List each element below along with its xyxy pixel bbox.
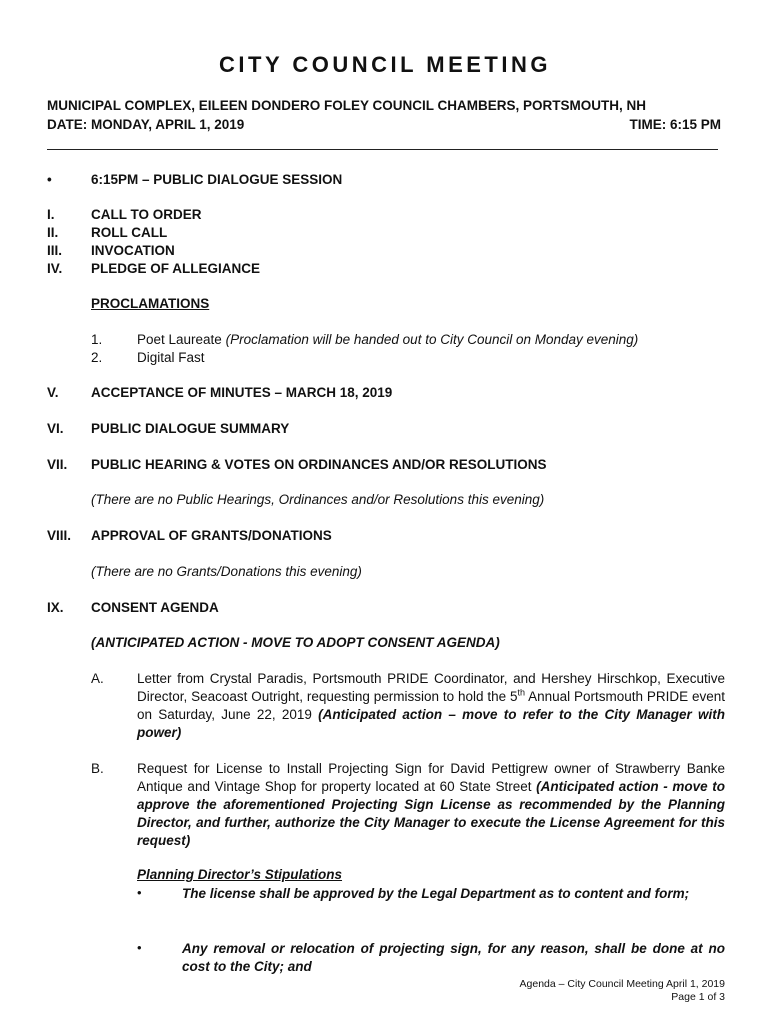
consent-item-letter: A. <box>91 671 104 686</box>
item-public-hearing: PUBLIC HEARING & VOTES ON ORDINANCES AND/OR RESOLUTIONS <box>91 457 547 472</box>
item-invocation: INVOCATION <box>91 243 175 258</box>
item-number: VIII. <box>47 528 72 543</box>
meeting-location: MUNICIPAL COMPLEX, EILEEN DONDERO FOLEY COUNCIL CHAMBERS, PORTSMOUTH, NH <box>47 98 647 113</box>
consent-item-a <box>137 670 725 742</box>
item-number: I. <box>47 207 55 222</box>
public-dialogue-session: 6:15PM – PUBLIC DIALOGUE SESSION <box>91 172 343 187</box>
proclamation-number: 1. <box>91 332 103 347</box>
public-dialogue-bullet: • <box>47 172 52 187</box>
stipulations-heading: Planning Director’s Stipulations <box>137 867 343 882</box>
meeting-date: DATE: MONDAY, APRIL 1, 2019 <box>47 117 245 132</box>
stipulation-item: Any removal or relocation of projecting sign, for any reason, shall be done at no cost to the City; and <box>182 941 725 974</box>
item-grants-donations: APPROVAL OF GRANTS/DONATIONS <box>91 528 332 543</box>
item-pledge: PLEDGE OF ALLEGIANCE <box>91 261 261 276</box>
consent-item-a-text-2: Annual Portsmouth PRIDE event on Saturday, June 22, 2019 <box>137 689 725 722</box>
item-number: V. <box>47 385 59 400</box>
consent-item-a-sup: th <box>517 687 525 698</box>
meeting-time: TIME: 6:15 PM <box>629 117 721 132</box>
consent-item-letter: B. <box>91 761 104 776</box>
footer-page-number: Page 1 of 3 <box>671 991 725 1003</box>
consent-item-b-action: (Anticipated action - move to approve the aforementioned Projecting Sign License as recommended by the Planning Director, and further, authorize the City Manager to execute the License Agreement for this request) <box>137 779 726 848</box>
public-hearing-note: (There are no Public Hearings, Ordinances and/or Resolutions this evening) <box>91 492 545 507</box>
proclamation-text: Poet Laureate <box>137 332 226 347</box>
page-title: CITY COUNCIL MEETING <box>219 52 551 77</box>
item-number: II. <box>47 225 59 240</box>
item-number: VII. <box>47 457 68 472</box>
consent-agenda-action: (ANTICIPATED ACTION - MOVE TO ADOPT CONSENT AGENDA) <box>91 635 500 650</box>
proclamation-number: 2. <box>91 350 103 365</box>
grants-note: (There are no Grants/Donations this evening) <box>91 564 362 579</box>
item-number: IX. <box>47 600 64 615</box>
proclamations-heading: PROCLAMATIONS <box>91 296 210 311</box>
stipulation-bullet: • <box>137 885 142 900</box>
proclamation-item <box>137 332 638 347</box>
item-number: VI. <box>47 421 64 436</box>
item-number: IV. <box>47 261 63 276</box>
header-divider <box>47 149 718 150</box>
item-roll-call: ROLL CALL <box>91 225 168 240</box>
consent-item-a-text: Letter from Crystal Paradis, Portsmouth PRIDE Coordinator, and Hershey Hirschkop, Executive Director, Seacoast Outright, requesting permission to hold the 5 <box>137 671 725 704</box>
footer-agenda-title: Agenda – City Council Meeting April 1, 2019 <box>519 978 725 990</box>
consent-item-b-text: Request for License to Install Projecting Sign for David Pettigrew owner of Strawberry Banke Antique and Vintage Shop for property located at 60 State Street <box>137 761 725 794</box>
stipulation-item: The license shall be approved by the Legal Department as to content and form; <box>182 886 690 901</box>
consent-item-a-action: (Anticipated action – move to refer to the City Manager with power) <box>137 707 726 740</box>
stipulation-bullet: • <box>137 940 142 955</box>
item-public-dialogue-summary: PUBLIC DIALOGUE SUMMARY <box>91 421 290 436</box>
item-acceptance-of-minutes: ACCEPTANCE OF MINUTES – MARCH 18, 2019 <box>91 385 393 400</box>
proclamation-item: Digital Fast <box>137 350 205 365</box>
proclamation-note: (Proclamation will be handed out to City Council on Monday evening) <box>225 332 639 347</box>
item-consent-agenda: CONSENT AGENDA <box>91 600 219 615</box>
consent-item-b <box>137 760 725 850</box>
item-call-to-order: CALL TO ORDER <box>91 207 202 222</box>
item-number: III. <box>47 243 63 258</box>
